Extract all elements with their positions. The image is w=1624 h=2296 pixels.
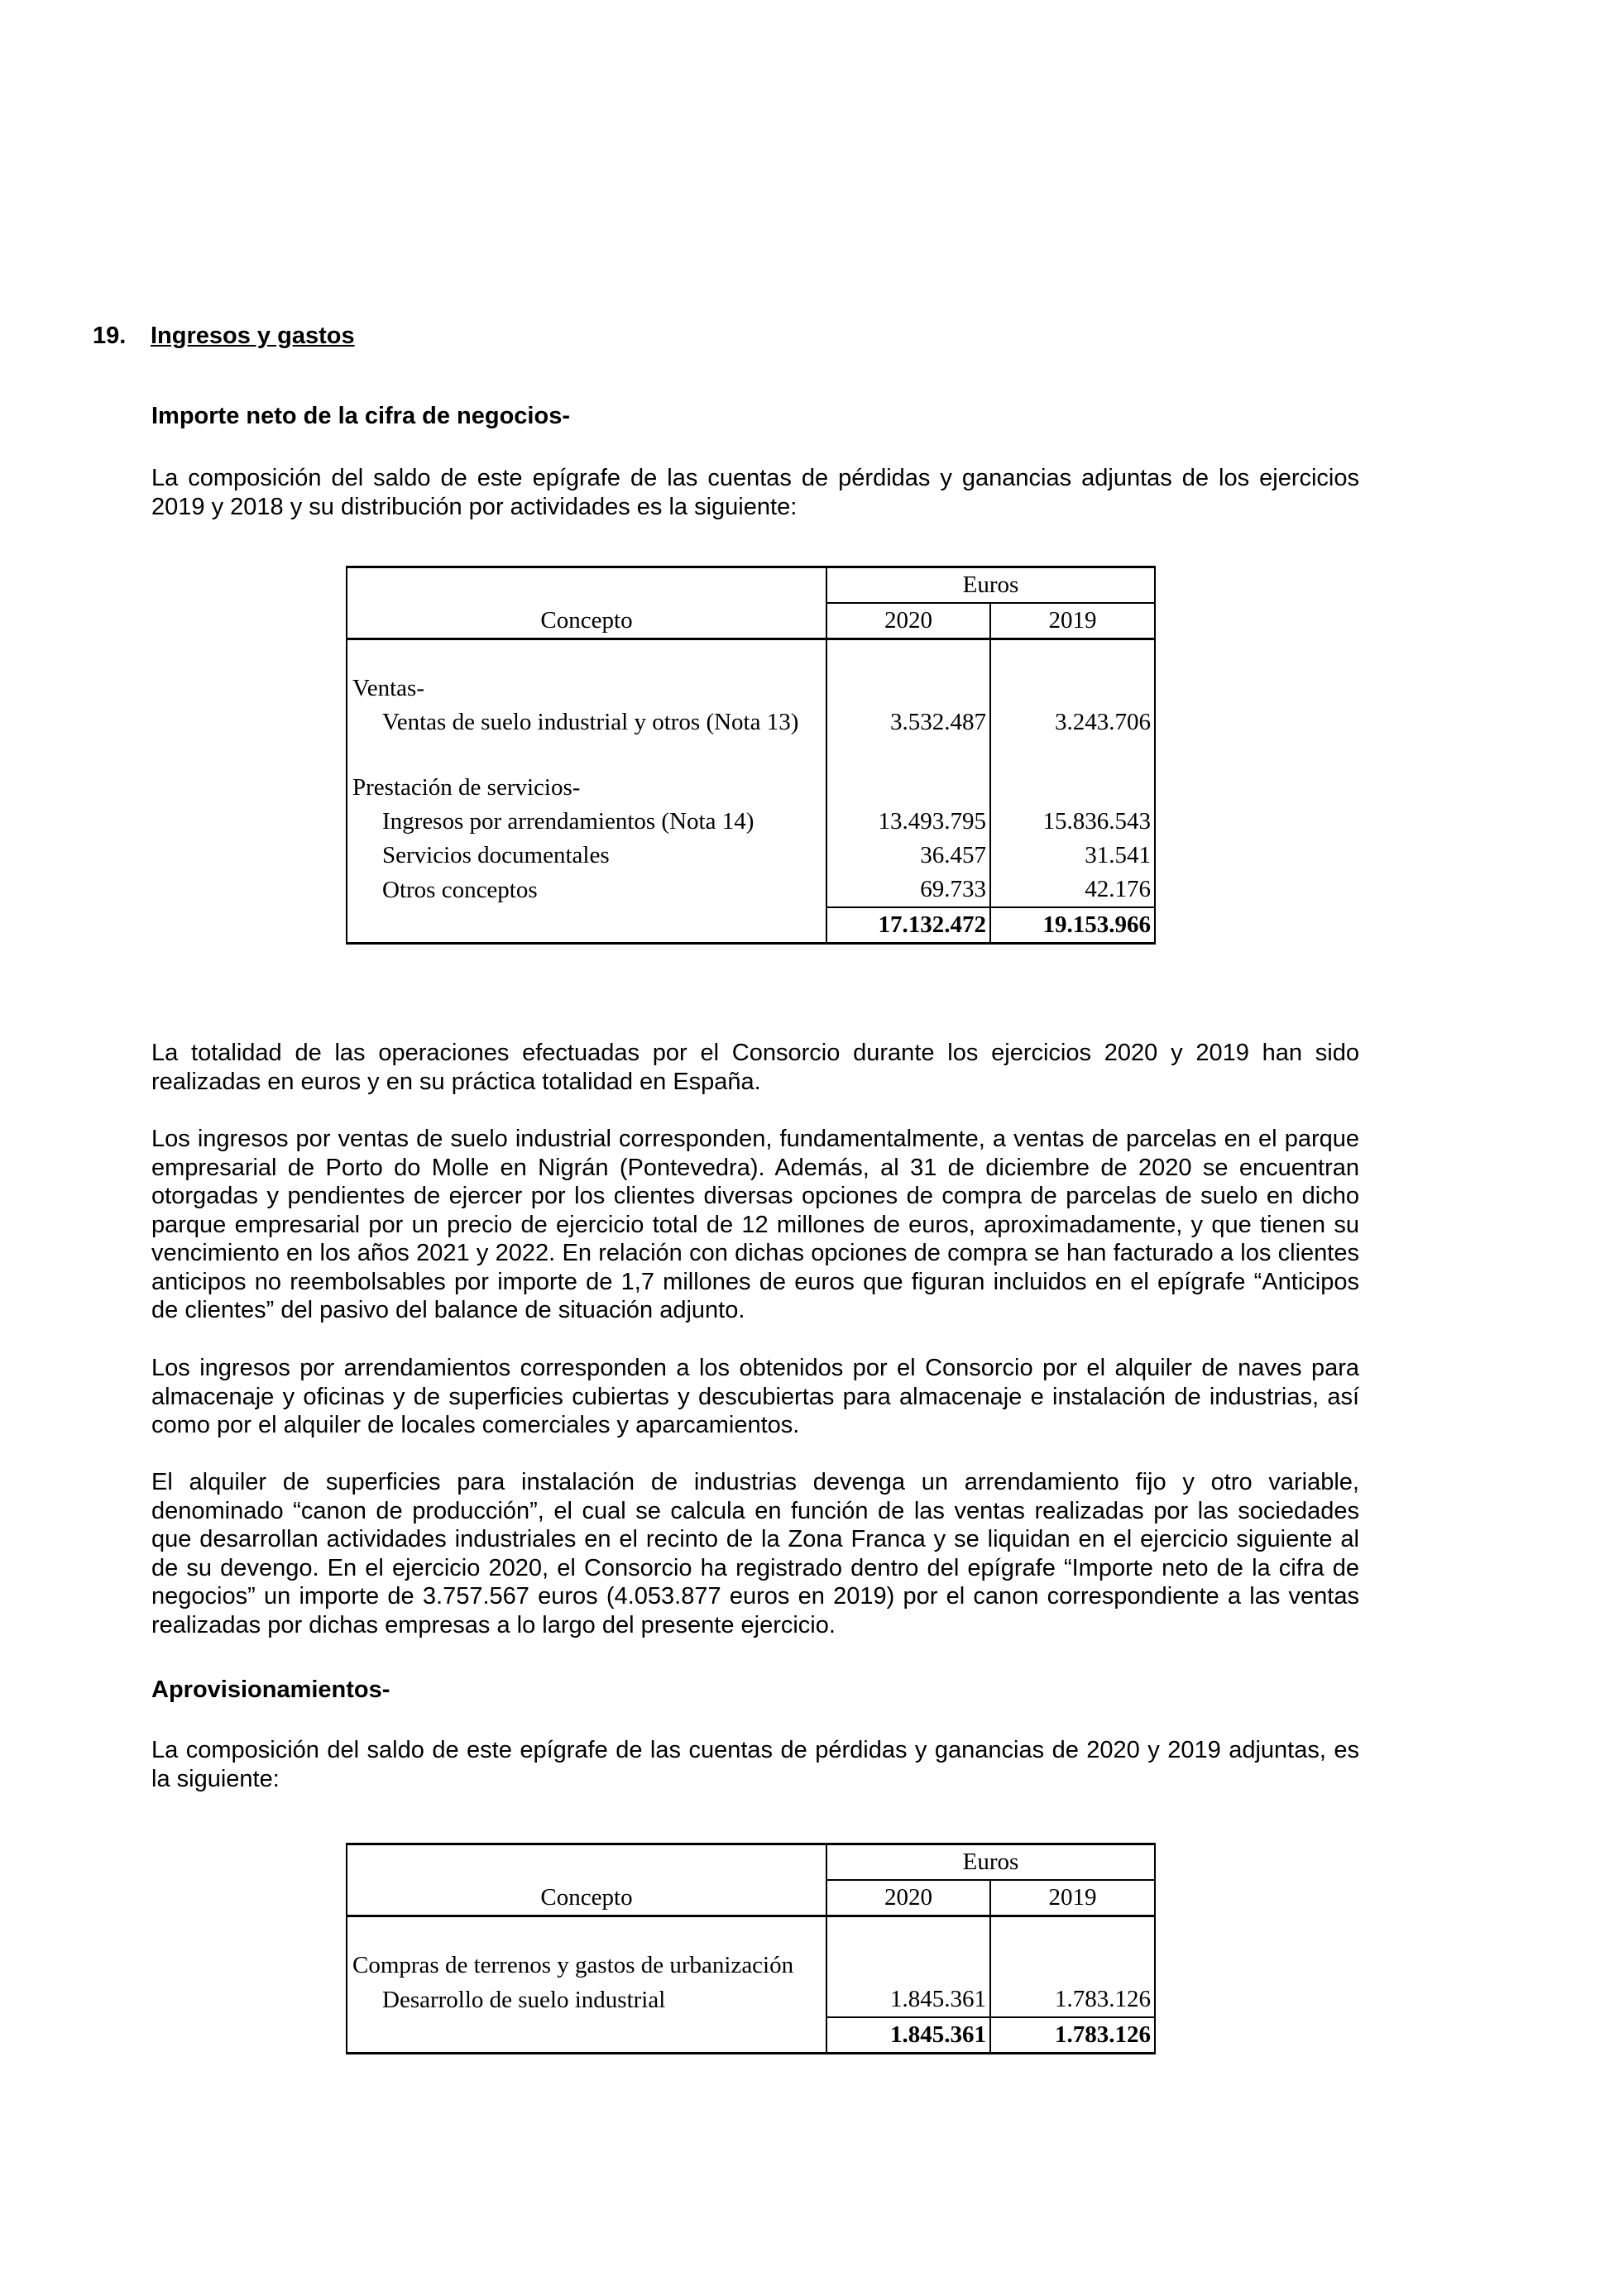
row-label: Desarrollo de suelo industrial	[347, 1983, 826, 2017]
group-label-servicios: Prestación de servicios-	[347, 771, 826, 805]
row-value-2020: 3.532.487	[826, 706, 990, 739]
year-2019-header: 2019	[990, 1880, 1155, 1916]
section-title: Ingresos y gastos	[151, 323, 355, 349]
euros-header: Euros	[826, 1844, 1155, 1881]
row-value-2019: 42.176	[990, 873, 1155, 907]
table-row	[347, 1983, 1155, 2017]
year-2020-header: 2020	[826, 603, 990, 639]
row-label: Ventas de suelo industrial y otros (Nota 13)	[347, 706, 826, 739]
supplies-table	[346, 1843, 1156, 2054]
total-row	[347, 2017, 1155, 2054]
revenue-intro: La composición del saldo de este epígrafe de las cuentas de pérdidas y ganancias adjuntas de los ejercicios 2019 y 2018 y su distribución por actividades es la siguiente:	[151, 465, 1359, 520]
total-2019: 19.153.966	[990, 907, 1155, 944]
row-label: Otros conceptos	[347, 873, 826, 907]
table-row	[347, 706, 1155, 739]
total-2020: 17.132.472	[826, 907, 990, 944]
row-value-2019: 15.836.543	[990, 805, 1155, 839]
row-value-2020: 36.457	[826, 839, 990, 873]
group-label-ventas: Ventas-	[347, 672, 826, 706]
table-row	[347, 873, 1155, 907]
row-label: Servicios documentales	[347, 839, 826, 873]
row-value-2020: 1.845.361	[826, 1983, 990, 2017]
concept-header: Concepto	[347, 603, 826, 639]
row-value-2020: 13.493.795	[826, 805, 990, 839]
concept-header: Concepto	[347, 1880, 826, 1916]
section-heading	[93, 323, 355, 350]
total-2019: 1.783.126	[990, 2017, 1155, 2054]
table-row	[347, 805, 1155, 839]
supplies-intro: La composición del saldo de este epígrafe de las cuentas de pérdidas y ganancias de 2020 y 2019 adjuntas, es la siguiente:	[151, 1737, 1359, 1792]
row-value-2019: 31.541	[990, 839, 1155, 873]
paragraph-leases: Los ingresos por arrendamientos corresponden a los obtenidos por el Consorcio por el alquiler de naves para almacenaje y oficinas y de superficies cubiertas y descubiertas para almacenaje e instalación de industrias, así como por el alquiler de locales comerciales y aparcamientos.	[151, 1355, 1359, 1438]
total-row	[347, 907, 1155, 944]
revenue-table	[346, 566, 1156, 945]
year-2019-header: 2019	[990, 603, 1155, 639]
table-header-blank	[347, 567, 826, 604]
euros-header: Euros	[826, 567, 1155, 604]
section-number: 19.	[93, 323, 127, 349]
table-row	[347, 839, 1155, 873]
group-label-compras: Compras de terrenos y gastos de urbanización	[347, 1949, 826, 1983]
row-label: Ingresos por arrendamientos (Nota 14)	[347, 805, 826, 839]
supplies-subtitle: Aprovisionamientos-	[151, 1677, 390, 1703]
paragraph-production-fee: El alquiler de superficies para instalación de industrias devenga un arrendamiento fijo y otro variable, denominado “canon de producción”, el cual se calcula en función de las ventas realizadas por las sociedades que desarrollan actividades industriales en el recinto de la Zona Franca y se liquidan en el ejercicio siguiente al de su devengo. En el ejercicio 2020, el Consorcio ha registrado dentro del epígrafe “Importe neto de la cifra de negocios” un importe de 3.757.567 euros (4.053.877 euros en 2019) por el canon correspondiente a las ventas realizadas por dichas empresas a lo largo del presente ejercicio.	[151, 1469, 1359, 1638]
paragraph-land-sales: Los ingresos por ventas de suelo industrial corresponden, fundamentalmente, a ventas de parcelas en el parque empresarial de Porto do Molle en Nigrán (Pontevedra). Además, al 31 de diciembre de 2020 se encuentran otorgadas y pendientes de ejercer por los clientes diversas opciones de compra de parcelas de suelo en dicho parque empresarial por un precio de ejercicio total de 12 millones de euros, aproximadamente, y que tienen su vencimiento en los años 2021 y 2022. En relación con dichas opciones de compra se han facturado a los clientes anticipos no reembolsables por importe de 1,7 millones de euros que figuran incluidos en el epígrafe “Anticipos de clientes” del pasivo del balance de situación adjunto.	[151, 1126, 1359, 1323]
row-value-2019: 1.783.126	[990, 1983, 1155, 2017]
table-header-blank	[347, 1844, 826, 1881]
row-value-2019: 3.243.706	[990, 706, 1155, 739]
total-2020: 1.845.361	[826, 2017, 990, 2054]
revenue-subtitle: Importe neto de la cifra de negocios-	[151, 403, 570, 429]
row-value-2020: 69.733	[826, 873, 990, 907]
paragraph-operations: La totalidad de las operaciones efectuadas por el Consorcio durante los ejercicios 2020 y 2019 han sido realizadas en euros y en su práctica totalidad en España.	[151, 1040, 1359, 1095]
year-2020-header: 2020	[826, 1880, 990, 1916]
